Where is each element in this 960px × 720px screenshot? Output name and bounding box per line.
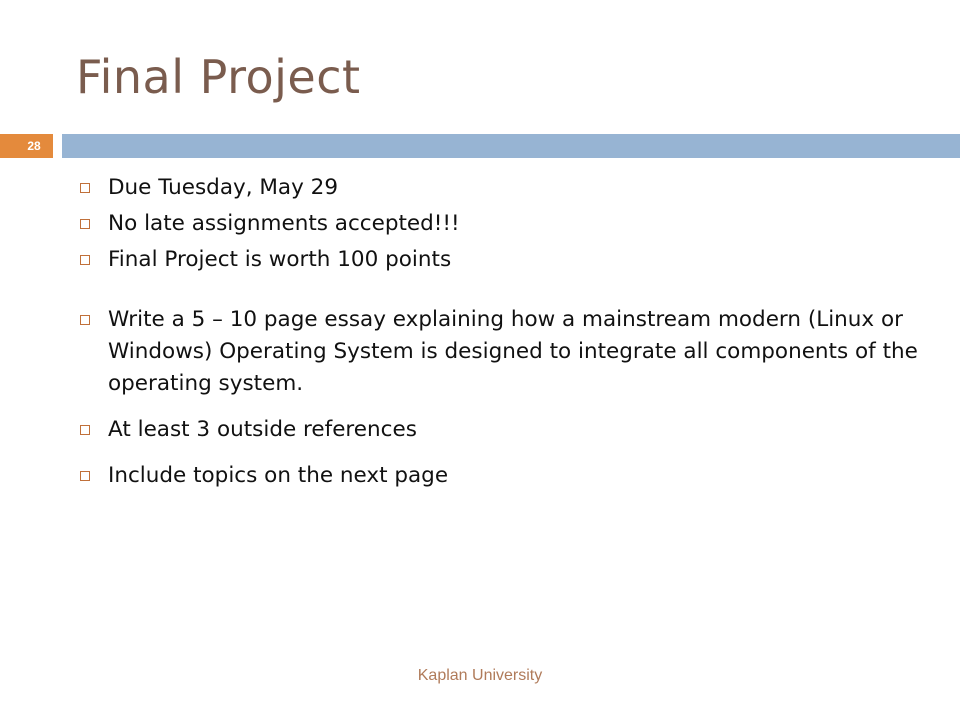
bullet-list [80,172,930,492]
slide-number: 28 [27,139,41,153]
bullet-text: At least 3 outside references [108,417,417,442]
bullet-text: Include topics on the next page [108,463,449,488]
list-item [80,172,930,204]
list-item [80,414,930,446]
list-item [80,208,930,240]
slide-number-wrap [0,134,53,158]
bullet-text: Due Tuesday, May 29 [108,175,339,200]
title-divider-bar [62,134,960,158]
list-item [80,244,930,276]
slide-title: Final Project [76,50,361,104]
square-bullet-icon [80,471,90,481]
square-bullet-icon [80,255,90,265]
square-bullet-icon [80,183,90,193]
bullet-text: Write a 5 – 10 page essay explaining how a mainstream modern (Linux or Windows) Operating System is designed to integrate all components of the operating system. [108,307,918,396]
slide-footer: Kaplan University [417,667,543,684]
list-spacer [80,276,930,304]
square-bullet-icon [80,219,90,229]
list-item [80,304,930,400]
square-bullet-icon [80,315,90,325]
bullet-text: Final Project is worth 100 points [108,247,452,272]
bullet-text: No late assignments accepted!!! [108,211,460,236]
list-item [80,460,930,492]
square-bullet-icon [80,425,90,435]
